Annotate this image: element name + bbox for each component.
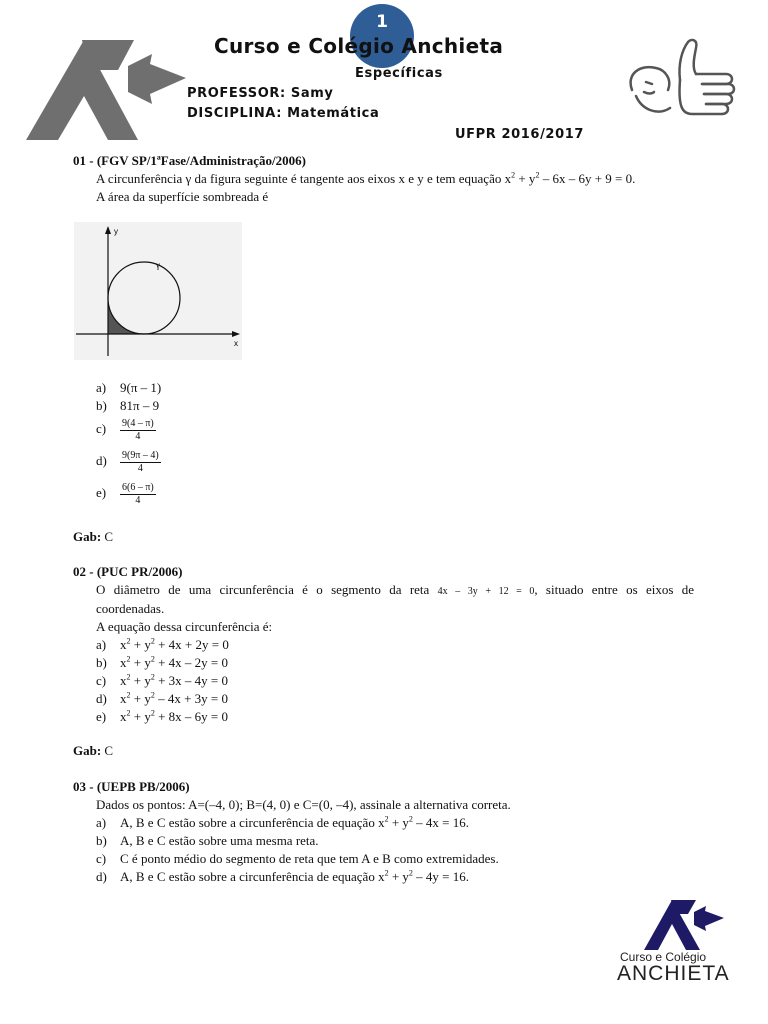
q1-option-b: b) 81π – 9 bbox=[96, 398, 160, 413]
y-axis-label: y bbox=[114, 227, 118, 236]
footer-logo-line2: ANCHIETA bbox=[617, 962, 730, 985]
q2-option-b: b) $x^2 + y^2 + 4x - 2y = 0$ bbox=[96, 654, 229, 670]
footer-logo-line1: Curso e Colégio bbox=[620, 950, 707, 964]
q3-option-c: c) C é ponto médio do segmento de reta que tem A e B como extremidades. bbox=[96, 851, 499, 866]
q1-option-c: c) $\frac{9(4 - \pi)}{4}$ bbox=[96, 418, 154, 442]
question-2-heading: 02 - (PUC PR/2006) bbox=[73, 564, 183, 579]
page-number: 1 bbox=[376, 12, 388, 32]
question-1-statement: A circunferência γ da figura seguinte é tangente aos eixos x e y e tem equação $x^2 + y^2 - 6x - 6y + 9 = 0$. bbox=[96, 170, 636, 186]
question-1-heading: 01 - (FGV SP/1ªFase/Administração/2006) bbox=[73, 153, 306, 168]
q2-option-e: e) $x^2 + y^2 + 8x - 6y = 0$ bbox=[96, 708, 229, 724]
discipline-label: DISCIPLINA: Matemática bbox=[187, 106, 380, 121]
q2-option-a: a) $x^2 + y^2 + 4x + 2y = 0$ bbox=[96, 636, 229, 652]
question-3-statement: Dados os pontos: A=(–4, 0); B=(4, 0) e C=(0, –4), assinale a alternativa correta. bbox=[96, 797, 511, 812]
anchieta-logo bbox=[26, 36, 188, 140]
thumbs-up-icon bbox=[622, 34, 748, 134]
q2-answer-key: Gab: C bbox=[73, 743, 114, 758]
school-title: Curso e Colégio Anchieta bbox=[214, 34, 504, 58]
subject-label: Específicas bbox=[355, 66, 443, 81]
professor-label: PROFESSOR: Samy bbox=[187, 86, 334, 101]
q2-option-d: d) $x^2 + y^2 - 4x + 3y = 0$ bbox=[96, 690, 229, 706]
q2-option-c: c) $x^2 + y^2 + 3x - 4y = 0$ bbox=[96, 672, 229, 688]
q3-option-a: a) A, B e C estão sobre a circunferência de equação $x^2 + y^2 - 4x = 16$. bbox=[96, 814, 470, 830]
question-1-prompt: A área da superfície sombreada é bbox=[96, 189, 269, 204]
q1-option-e: e) $\frac{6(6 - \pi)}{4}$ bbox=[96, 482, 154, 506]
question-2-statement: O diâmetro de uma circunferência é o segmento da reta 4x – 3y + 12 = 0, situado entre os eixos de bbox=[96, 582, 695, 597]
anchieta-footer-logo bbox=[644, 898, 726, 950]
exam-reference: UFPR 2016/2017 bbox=[455, 127, 585, 142]
gamma-label: γ bbox=[156, 260, 160, 270]
circle-tangent-figure bbox=[74, 222, 242, 360]
x-axis-label: x bbox=[234, 339, 238, 348]
q1-answer-key: Gab: C bbox=[73, 529, 114, 544]
question-2-prompt: A equação dessa circunferência é: bbox=[96, 619, 273, 634]
question-2-statement-cont: coordenadas. bbox=[96, 601, 165, 616]
q3-option-d: d) A, B e C estão sobre a circunferência de equação $x^2 + y^2 - 4y = 16$. bbox=[96, 868, 470, 884]
q1-option-a: a) 9(π – 1) bbox=[96, 380, 162, 395]
question-3-heading: 03 - (UEPB PB/2006) bbox=[73, 779, 190, 794]
q1-option-d: d) $\frac{9(9\pi - 4)}{4}$ bbox=[96, 450, 159, 474]
q3-option-b: b) A, B e C estão sobre uma mesma reta. bbox=[96, 833, 319, 848]
